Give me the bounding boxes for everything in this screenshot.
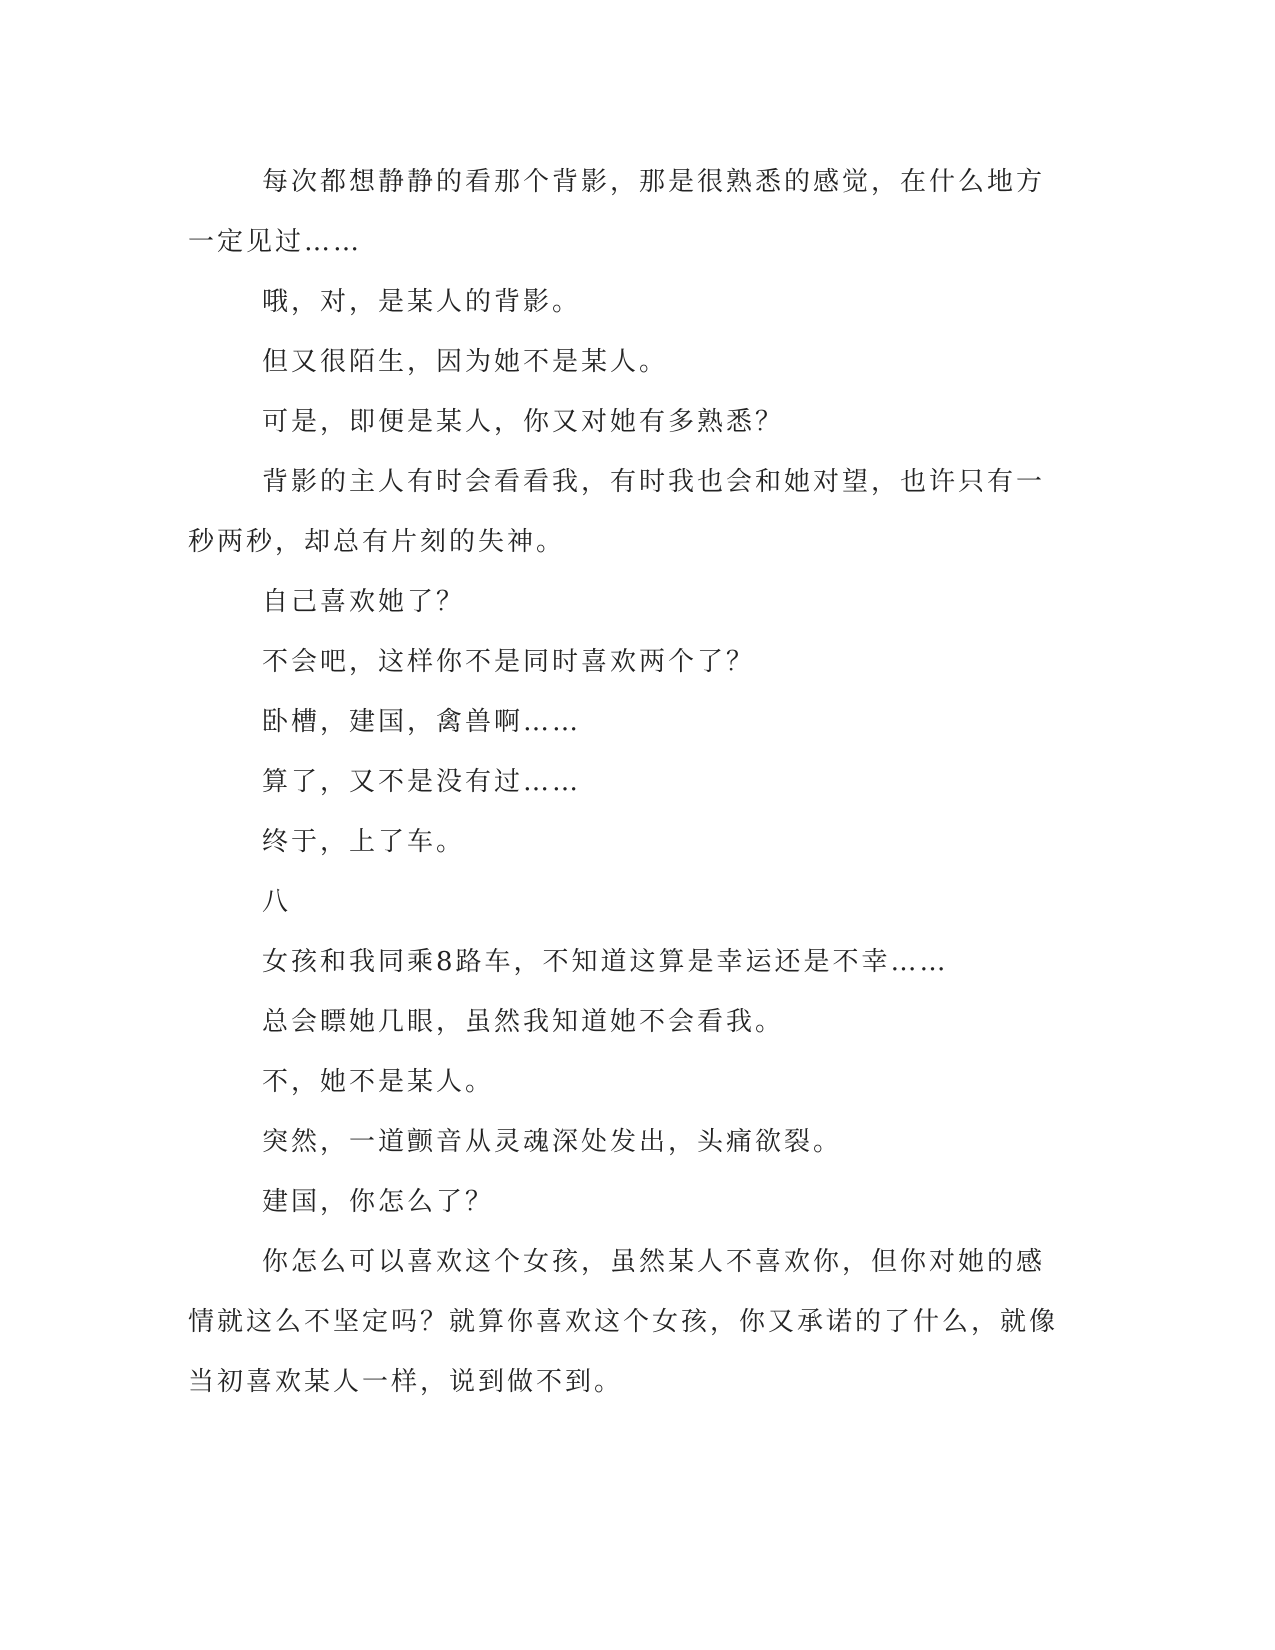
paragraph: 哦，对，是某人的背影。 <box>262 287 582 317</box>
paragraph: 终于，上了车。 <box>262 827 466 857</box>
paragraph: 突然，一道颤音从灵魂深处发出，头痛欲裂。 <box>262 1127 843 1157</box>
paragraph: 算了，又不是没有过…… <box>262 767 582 797</box>
document-body <box>188 152 1068 1412</box>
paragraph: 可是，即便是某人，你又对她有多熟悉？ <box>262 407 785 437</box>
paragraph: 你怎么可以喜欢这个女孩，虽然某人不喜欢你，但你对她的感情就这么不坚定吗？就算你喜欢这个女孩，你又承诺的了什么，就像当初喜欢某人一样，说到做不到。 <box>188 1247 1059 1397</box>
paragraph: 女孩和我同乘8路车，不知道这算是幸运还是不幸…… <box>262 947 949 977</box>
paragraph: 建国，你怎么了？ <box>262 1187 495 1217</box>
paragraph: 不会吧，这样你不是同时喜欢两个了？ <box>262 647 756 677</box>
paragraph: 但又很陌生，因为她不是某人。 <box>262 347 669 377</box>
paragraph: 自己喜欢她了？ <box>262 587 466 617</box>
paragraph: 总会瞟她几眼，虽然我知道她不会看我。 <box>262 1007 785 1037</box>
paragraph: 每次都想静静的看那个背影，那是很熟悉的感觉，在什么地方一定见过…… <box>188 167 1046 257</box>
paragraph: 不，她不是某人。 <box>262 1067 495 1097</box>
paragraph: 背影的主人有时会看看我，有时我也会和她对望，也许只有一秒两秒，却总有片刻的失神。 <box>188 467 1046 557</box>
paragraph: 卧槽，建国，禽兽啊…… <box>262 707 582 737</box>
section-heading: 八 <box>262 887 292 917</box>
